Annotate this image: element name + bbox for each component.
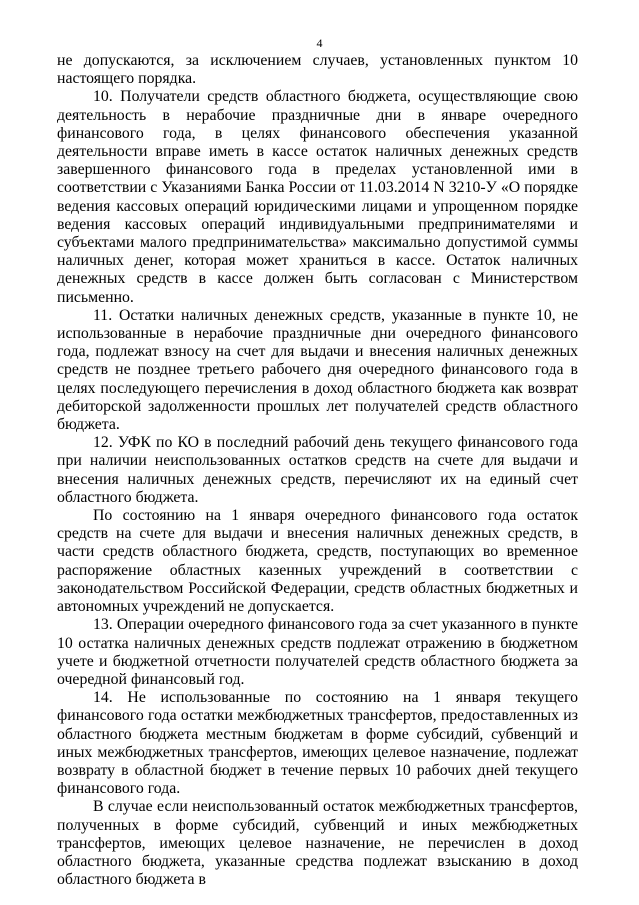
document-body <box>57 52 578 889</box>
paragraph-item-12: 12. УФК по КО в последний рабочий день текущего финансового года при наличии неиспользованных остатков средств на счете для выдачи и внесения наличных денежных средств, перечисляют их на единый счет областного бюджета. <box>57 434 578 506</box>
paragraph-item-13: 13. Операции очередного финансового года за счет указанного в пункте 10 остатка наличных денежных средств подлежат отражению в бюджетном учете и бюджетной отчетности получателей средств областного бюджета за очередной финансовый год. <box>57 616 578 688</box>
paragraph-item-14-continued: В случае если неиспользованный остаток межбюджетных трансфертов, полученных в форме субсидий, субвенций и иных межбюджетных трансфертов, имеющих целевое назначение, не перечислен в доход областного бюджета, указанные средства подлежат взысканию в доход областного бюджета в <box>57 798 578 889</box>
paragraph-item-14: 14. Не использованные по состоянию на 1 января текущего финансового года остатки межбюджетных трансфертов, предоставленных из областного бюджета местным бюджетам в форме субсидий, субвенций и иных межбюджетных трансфертов, имеющих целевое назначение, подлежат возврату в областной бюджет в течение первых 10 рабочих дней текущего финансового года. <box>57 689 578 798</box>
paragraph-item-10: 10. Получатели средств областного бюджета, осуществляющие свою деятельность в нерабочие праздничные дни в январе очередного финансового года, в целях финансового обеспечения указанной деятельности вправе иметь в кассе остаток наличных денежных средств завершенного финансового года в пределах установленной ими в соответствии с Указаниями Банка России от 11.03.2014 N 3210-У «О порядке ведения кассовых операций юридическими лицами и упрощенном порядке ведения кассовых операций индивидуальными предпринимателями и субъектами малого предпринимательства» максимально допустимой суммы наличных денег, которая может храниться в кассе. Остаток наличных денежных средств в кассе должен быть согласован с Министерством письменно. <box>57 88 578 306</box>
paragraph-item-12-continued: По состоянию на 1 января очередного финансового года остаток средств на счете для выдачи и внесения наличных денежных средств, в части средств областного бюджета, средств, поступающих во временное распоряжение областных казенных учреждений в соответствии с законодательством Российской Федерации, средств областных бюджетных и автономных учреждений не допускается. <box>57 507 578 616</box>
page-number: 4 <box>316 36 323 50</box>
paragraph-continuation: не допускаются, за исключением случаев, установленных пунктом 10 настоящего порядка. <box>57 52 578 88</box>
paragraph-item-11: 11. Остатки наличных денежных средств, указанные в пункте 10, не использованные в нерабочие праздничные дни очередного финансового года, подлежат взносу на счет для выдачи и внесения наличных денежных средств не позднее третьего рабочего дня очередного финансового года в целях последующего перечисления в доход областного бюджета как возврат дебиторской задолженности прошлых лет получателей средств областного бюджета. <box>57 306 578 434</box>
